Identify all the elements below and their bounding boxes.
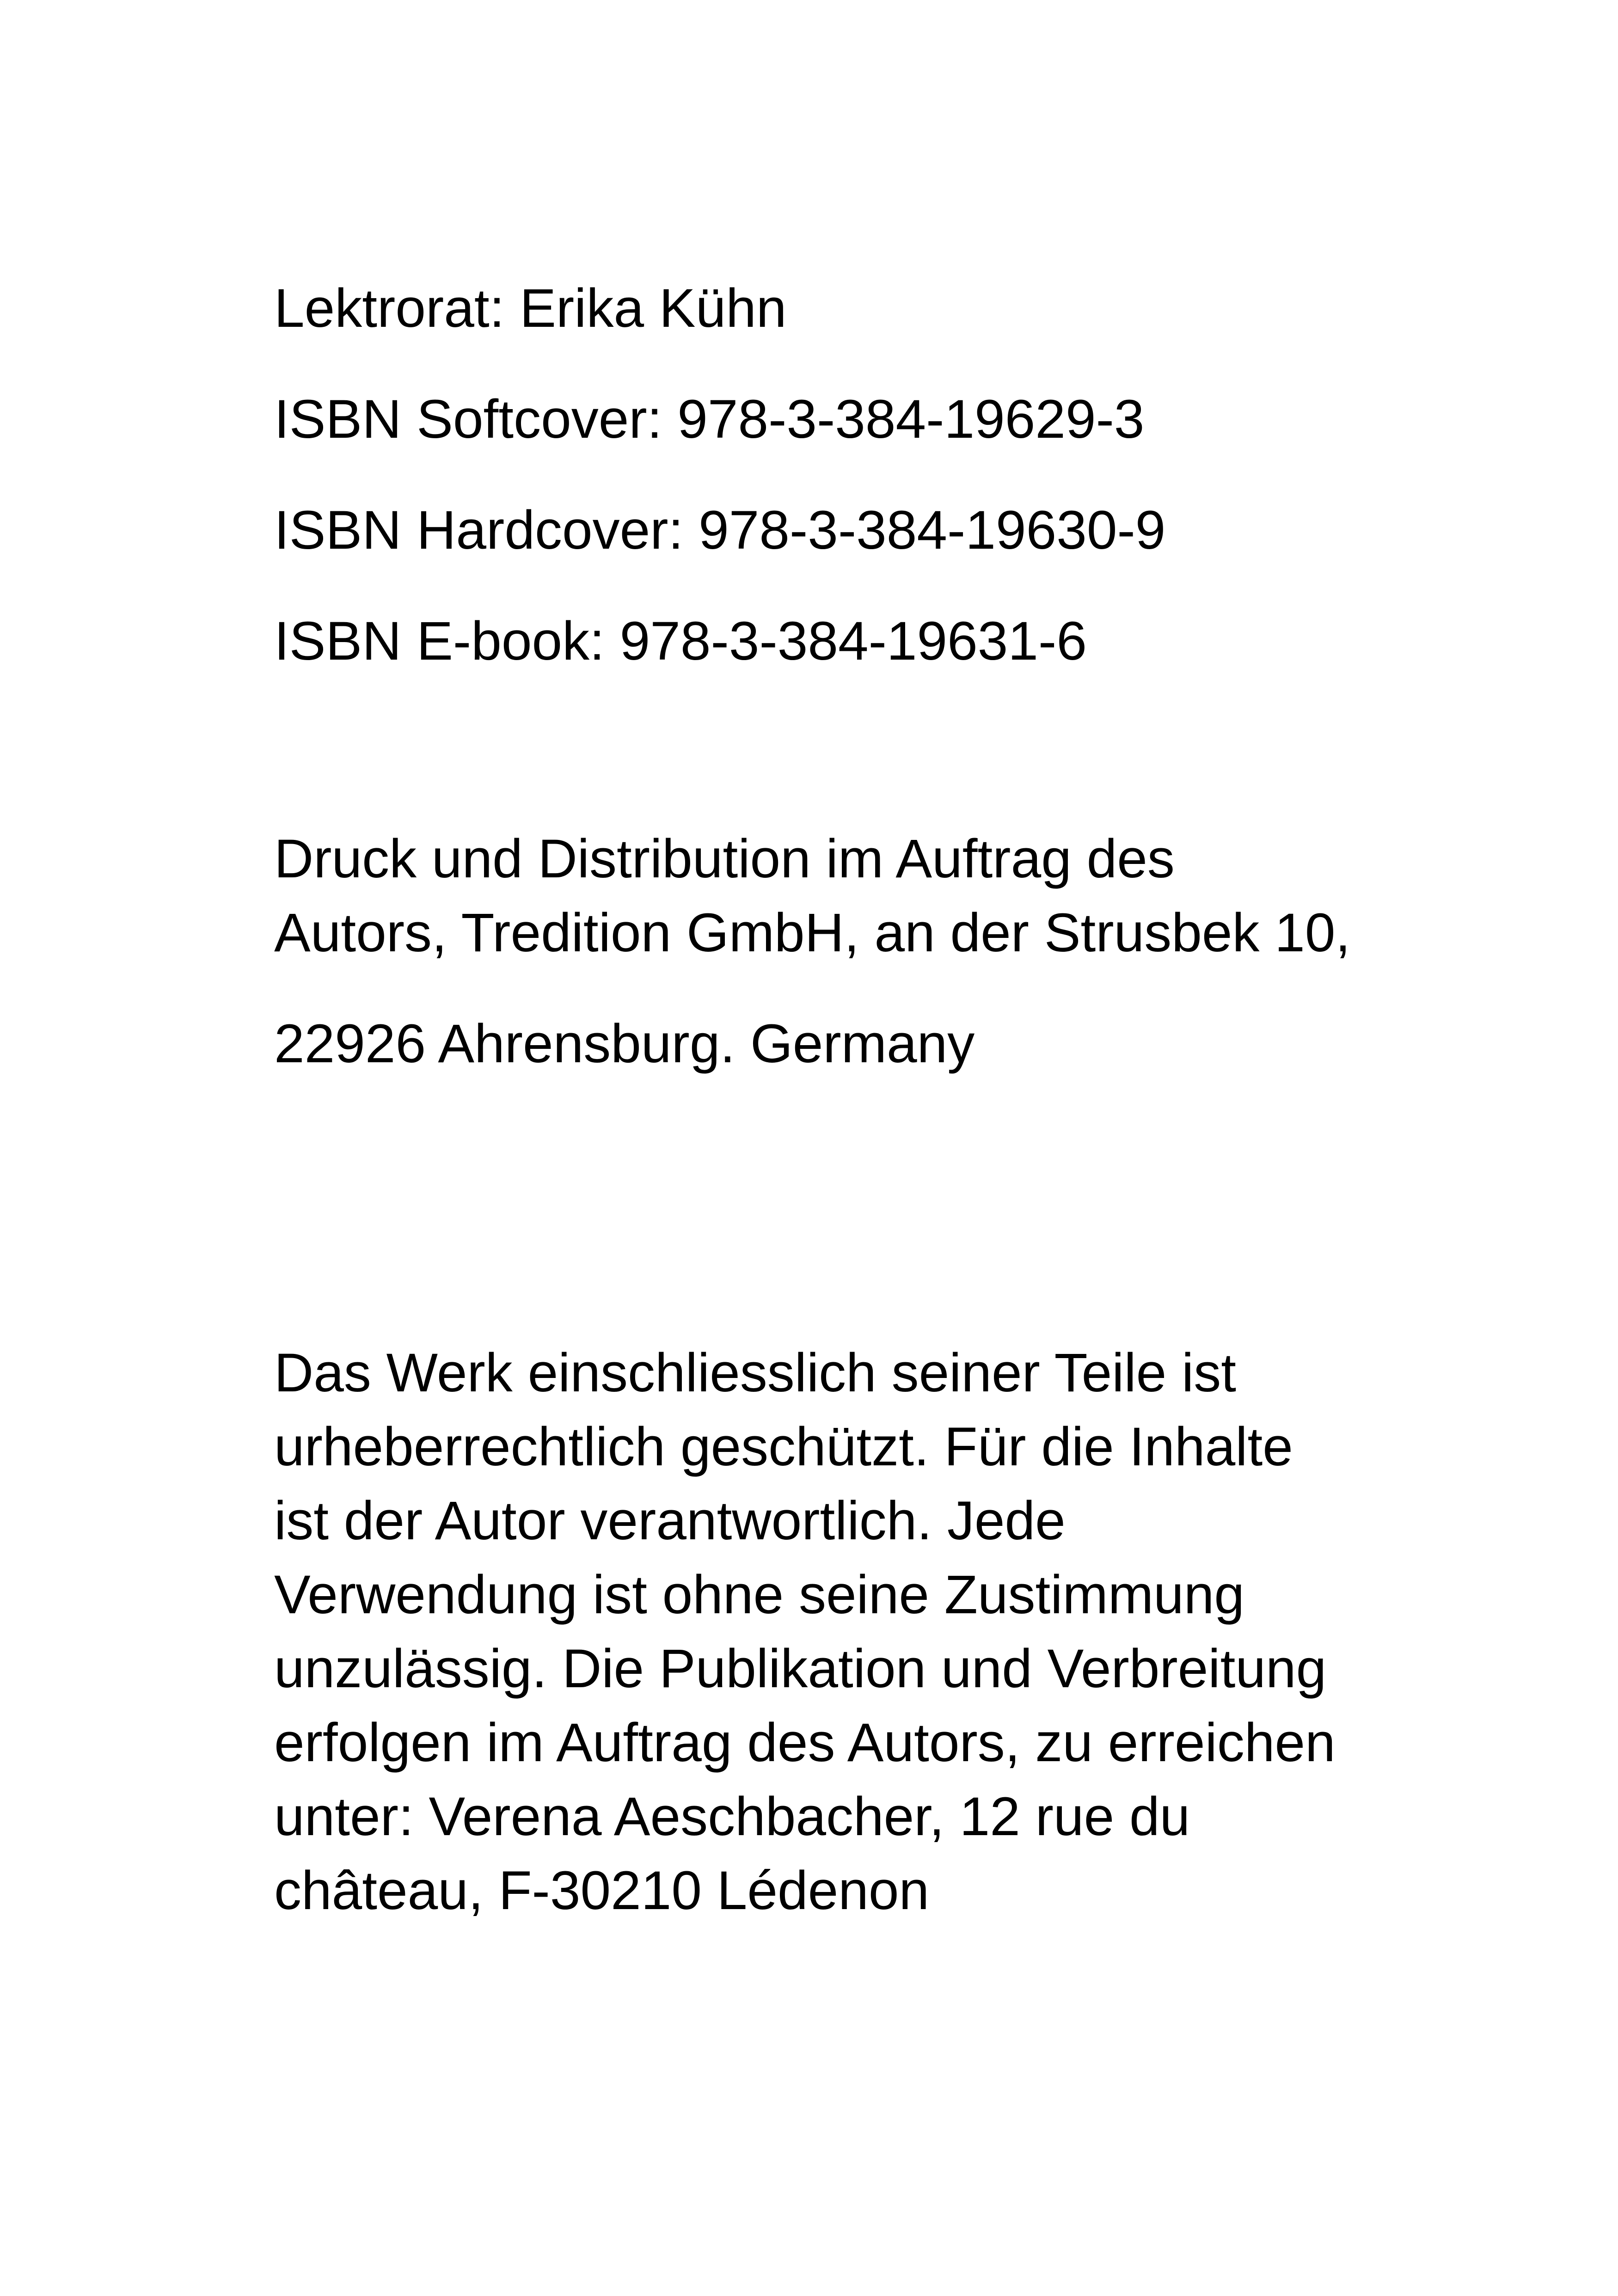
copyright-line: ist der Autor verantwortlich. Jede: [274, 1490, 1066, 1551]
copyright-line: Verwendung ist ohne seine Zustimmung: [274, 1564, 1244, 1625]
isbn-hardcover: ISBN Hardcover: 978-3-384-19630-9: [274, 500, 1166, 561]
copyright-line: urheberrechtlich geschützt. Für die Inhalte: [274, 1416, 1293, 1477]
copyright-line: unter: Verena Aeschbacher, 12 rue du: [274, 1786, 1190, 1847]
printing-line: Autors, Tredition GmbH, an der Strusbek 10,: [274, 902, 1351, 963]
copyright-line: Das Werk einschliesslich seiner Teile ist: [274, 1342, 1237, 1403]
editor-line: Lektrorat: Erika Kühn: [274, 278, 787, 339]
printing-line: 22926 Ahrensburg. Germany: [274, 1013, 975, 1074]
copyright-line: erfolgen im Auftrag des Autors, zu erreichen: [274, 1712, 1336, 1773]
printing-line: Druck und Distribution im Auftrag des: [274, 828, 1175, 889]
isbn-ebook: ISBN E-book: 978-3-384-19631-6: [274, 611, 1087, 672]
copyright-line: château, F-30210 Lédenon: [274, 1860, 930, 1921]
isbn-softcover: ISBN Softcover: 978-3-384-19629-3: [274, 389, 1145, 450]
copyright-line: unzulässig. Die Publikation und Verbreitung: [274, 1638, 1327, 1699]
